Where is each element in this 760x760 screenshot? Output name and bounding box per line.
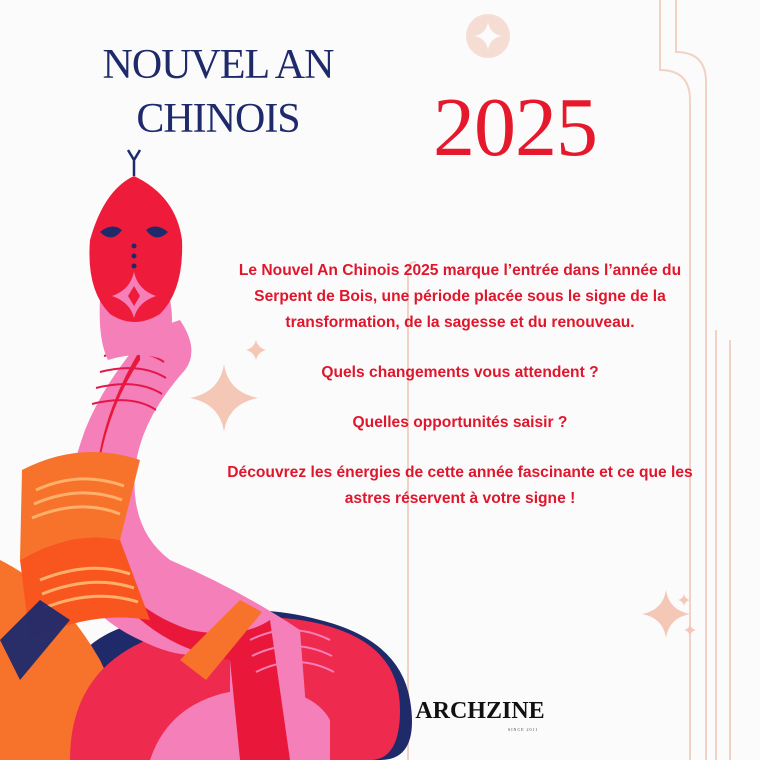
sparkle-icon [642, 590, 696, 638]
year-heading: 2025 [433, 81, 597, 174]
title-line-2: CHINOIS [136, 96, 300, 142]
question-1: Quels changements vous attendent ? [321, 364, 599, 381]
sparkle-icon [466, 14, 510, 58]
body-text [222, 258, 698, 536]
outro-paragraph: Découvrez les énergies de cette année fascinante et ce que les astres réservent à votre signe ! [227, 464, 693, 507]
brand-logo: ARCHZINE [415, 698, 545, 724]
title-line-1: NOUVEL AN [102, 42, 334, 88]
intro-paragraph: Le Nouvel An Chinois 2025 marque l’entrée dans l’année du Serpent de Bois, une période placée sous le signe de la transformation, de la sagesse et du renouveau. [238, 262, 682, 331]
question-2: Quelles opportunités saisir ? [352, 414, 568, 431]
brand-tagline: SINCE 2011 [508, 727, 539, 732]
page-title [68, 38, 368, 146]
